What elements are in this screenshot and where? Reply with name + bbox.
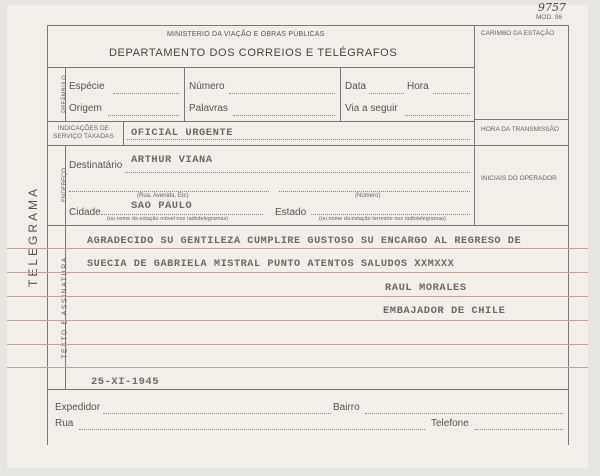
species-label: Espécie <box>69 81 105 92</box>
phone-label: Telefone <box>431 418 469 429</box>
message-date: 25-XI-1945 <box>91 376 160 388</box>
indications-label-line1: INDICAÇÕES DE <box>57 125 109 132</box>
time-label: Hora <box>407 81 429 92</box>
indications-label-line2: SERVIÇO TAXADAS <box>53 133 114 140</box>
state-label: Estado <box>275 207 307 218</box>
station-stamp-label: CARIMBO DA ESTAÇÃO <box>481 30 555 37</box>
city-value: SAO PAULO <box>131 200 193 212</box>
date-label: Data <box>345 81 367 92</box>
state-hint: (ou nome da estação terrestre nos radiotelegramas) <box>319 216 446 222</box>
indications-value: OFICIAL URGENTE <box>131 127 234 139</box>
origin-label: Origem <box>69 103 102 114</box>
ministry-name: MINISTERIO DA VIAÇÃO E OBRAS PÚBLICAS <box>167 31 325 38</box>
address-vertical-label: ENDEREÇO <box>62 168 68 203</box>
signature-name: RAUL MORALES <box>385 282 467 294</box>
number-hint: (Número) <box>355 193 381 199</box>
operator-initials-label: INICIAIS DO OPERADOR <box>481 175 557 182</box>
number-label: Número <box>189 81 225 92</box>
preamble-vertical-label: PREÂMBULO <box>62 75 68 113</box>
department-name: DEPARTAMENTO DOS CORREIOS E TELÉGRAFOS <box>109 47 398 59</box>
handwritten-number: 9757 <box>538 1 566 14</box>
message-line-2: SUECIA DE GABRIELA MISTRAL PUNTO ATENTOS SALUDOS XXMXXX <box>87 258 455 270</box>
transmission-time-label: HORA DA TRANSMISSÃO <box>481 126 559 133</box>
city-hint: (ou nome da estação móvel nos radiotelegramas) <box>107 216 229 222</box>
text-signature-vertical-label: TEXTO E ASSINATURA <box>61 256 69 359</box>
street-hint: (Rua, Avenida, Etc) <box>137 193 189 199</box>
words-label: Palavras <box>189 103 228 114</box>
model-number: MOD. 96 <box>536 14 563 21</box>
street-label: Rua <box>55 418 74 429</box>
recipient-value: ARTHUR VIANA <box>131 154 213 166</box>
signature-title: EMBAJADOR DE CHILE <box>383 305 506 317</box>
telegram-side-title: TELEGRAMA <box>26 185 40 287</box>
telegram-form <box>7 1 588 468</box>
sender-label: Expedidor <box>55 402 101 413</box>
route-label: Via a seguir <box>345 103 398 114</box>
district-label: Bairro <box>333 402 360 413</box>
recipient-label: Destinatário <box>69 160 123 171</box>
city-label: Cidade <box>69 207 101 218</box>
message-line-1: AGRADECIDO SU GENTILEZA CUMPLIRE GUSTOSO SU ENCARGO AL REGRESO DE <box>87 235 522 247</box>
